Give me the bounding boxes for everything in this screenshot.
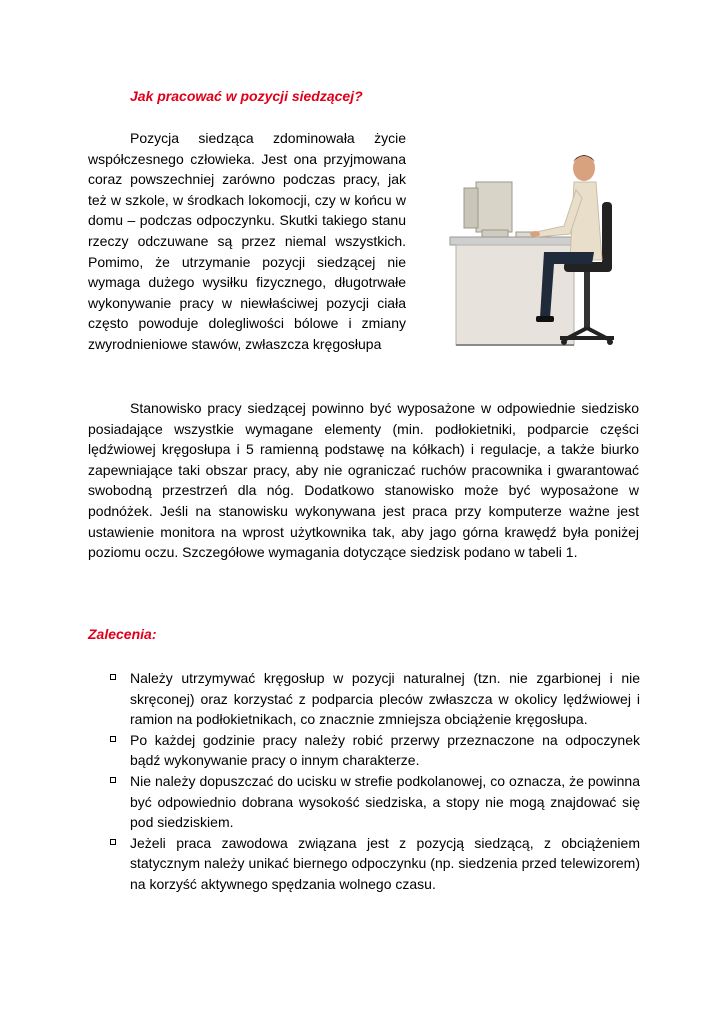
chair-wheel <box>561 339 567 345</box>
person-hand <box>530 231 540 237</box>
square-bullet-icon <box>110 777 116 783</box>
workstation-paragraph: Stanowisko pracy siedzącej powinno być wyposażone w odpowiednie siedzisko posiadające wszystkie wymagane elementy (min. podłokietniki, podparcie części lędźwiowej kręgosłupa i 5 ramienną podstawę na kółkach) i regulacje, a także biurko zapewniające taki obszar pracy, aby nie ograniczać ruchów pracownika i gwarantować swobodną przestrzeń dla nóg. Dodatkowo stanowisko może być wyposażone w podnóżek. Jeśli na stanowisku wykonywana jest praca przy komputerze ważne jest ustawienie monitora na wprost użytkownika tak, aby jago górna krawędź była poniżej poziomu oczu. Szczegółowe wymagania dotyczące siedzisk podano w tabeli 1. <box>88 400 639 561</box>
sitting-worker-photo <box>424 140 629 362</box>
list-item <box>110 771 640 833</box>
recommendations-heading: Zalecenia: <box>88 626 157 642</box>
list-item <box>110 833 640 895</box>
list-item-text: Należy utrzymywać kręgosłup w pozycji naturalnej (tzn. nie zgarbionej i nie skręconej) oraz korzystać z podparcia pleców zwłaszcza w okolicy lędźwiowej i ramion na podłokietnikach, co znacznie zmniejsza obciążenie kręgosłupa. <box>130 670 640 728</box>
intro-section <box>88 128 406 355</box>
square-bullet-icon <box>110 839 116 845</box>
chair-column <box>584 272 590 328</box>
monitor-back <box>464 188 478 228</box>
chair-backrest <box>602 202 612 272</box>
square-bullet-icon <box>110 674 116 680</box>
chair-wheel <box>607 339 613 345</box>
sitting-worker-illustration <box>424 140 629 362</box>
list-item-text: Po każdej godzinie pracy należy robić przerwy przeznaczone na odpoczynek bądź wykonywanie pracy o innym charakterze. <box>130 731 640 769</box>
list-item <box>110 668 640 730</box>
person-shoe <box>536 316 554 322</box>
recommendations-list <box>110 668 640 895</box>
desk-top <box>450 237 580 245</box>
page-title: Jak pracować w pozycji siedzącej? <box>130 88 363 104</box>
intro-paragraph: Pozycja siedząca zdominowała życie współczesnego człowieka. Jest ona przyjmowana coraz powszechniej zarówno podczas pracy, jak też w szkole, w środkach lokomocji, czy w końcu w domu – podczas odpoczynku. Skutki takiego stanu rzeczy odczuwane są przez niemal wszystkich. Pomimo, że utrzymanie pozycji siedzącej nie wymaga dużego wysiłku fizycznego, długotrwałe wykonywanie pracy w niewłaściwej pozycji ciała często powoduje dolegliwości bólowe i zmiany zwyrodnieniowe stawów, zwłaszcza kręgosłupa <box>88 130 406 352</box>
monitor <box>476 182 512 232</box>
monitor-stand <box>482 230 508 237</box>
list-item <box>110 730 640 771</box>
list-item-text: Jeżeli praca zawodowa związana jest z pozycją siedzącą, z obciążeniem statycznym należy unikać biernego odpoczynku (np. siedzenia przed telewizorem) na korzyść aktywnego spędzania wolnego czasu. <box>130 834 640 892</box>
square-bullet-icon <box>110 736 116 742</box>
list-item-text: Nie należy dopuszczać do ucisku w strefie podkolanowej, co oznacza, że powinna być odpowiednio dobrana wysokość siedziska, a stopy nie mogą znajdować się pod siedziskiem. <box>130 772 640 831</box>
workstation-section <box>88 398 639 563</box>
